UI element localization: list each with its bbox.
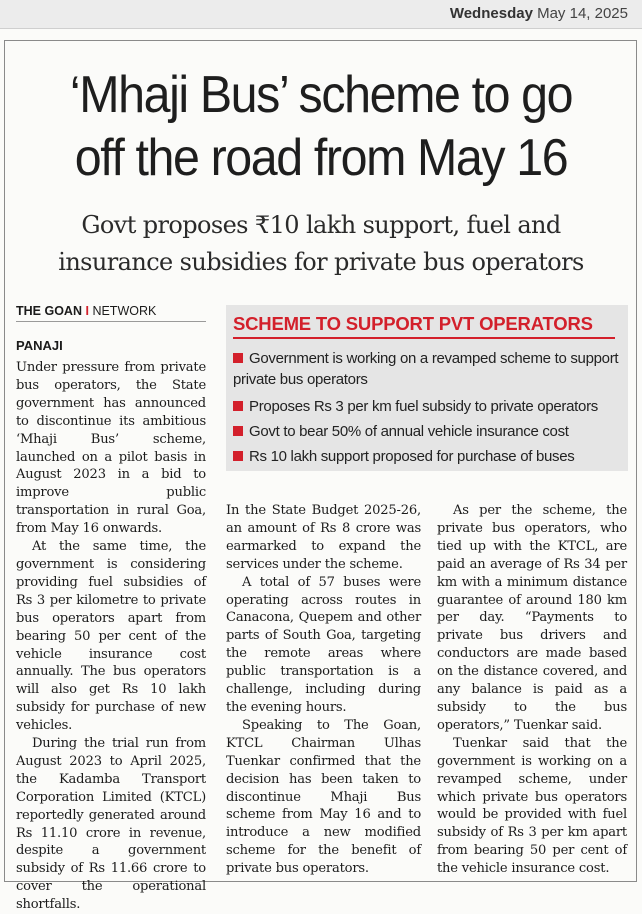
headline-line-2: off the road from May 16 — [74, 129, 568, 187]
red-square-bullet-icon — [233, 401, 243, 411]
highlights-box — [226, 305, 628, 471]
paragraph: During the trial run from August 2023 to April 2025, the Kadamba Transport Corporation Limited (KTCL) reportedly generated around Rs 11.10 crore in revenue, despite a government subsidy of Rs 11.66 crore to cover the operational shortfalls. — [16, 736, 206, 913]
highlight-item — [233, 396, 623, 417]
highlight-text: Govt to bear 50% of annual vehicle insurance cost — [249, 423, 569, 440]
edition-date — [450, 5, 628, 22]
highlight-item — [233, 421, 623, 442]
byline-separator: I — [85, 304, 89, 318]
place-dateline: PANAJI — [16, 338, 63, 353]
top-bar — [0, 0, 642, 29]
byline-network: NETWORK — [92, 304, 157, 318]
article-column-2 — [226, 502, 421, 878]
red-square-bullet-icon — [233, 451, 243, 461]
headline — [22, 64, 619, 190]
subhead-line-1: Govt proposes ₹10 lakh support, fuel and — [81, 211, 561, 239]
byline — [16, 304, 206, 322]
byline-brand: THE GOAN — [16, 304, 82, 318]
headline-line-1: ‘Mhaji Bus’ scheme to go — [69, 66, 573, 124]
paragraph: Under pressure from private bus operators, the State government has announced to discontinue its ambitious ‘Mhaji Bus’ scheme, launched on a pilot basis in August 2023 in a bid to improve public transportation in rural Goa, from May 16 onwards. — [16, 360, 206, 537]
edition-day: Wednesday — [449, 5, 533, 22]
highlights-box-title: SCHEME TO SUPPORT PVT OPERATORS — [233, 313, 593, 334]
highlight-item — [233, 348, 623, 390]
paragraph: As per the scheme, the private bus operators, who tied up with the KTCL, are paid an average of Rs 34 per km with a minimum distance guarantee of around 180 km per day. “Payments to private bus drivers and conductors are made based on the distance covered, and any balance is paid as a subsidy to the bus operators,” Tuenkar said. — [437, 503, 627, 733]
article-column-1 — [16, 359, 206, 914]
paragraph: A total of 57 buses were operating across routes in Canacona, Quepem and other parts of South Goa, targeting the remote areas where public transportation is a challenge, including during the evening hours. — [226, 574, 421, 715]
red-square-bullet-icon — [233, 426, 243, 436]
edition-date-text: May 14, 2025 — [537, 5, 628, 22]
subhead-line-2: insurance subsidies for private bus operators — [58, 248, 584, 276]
highlights-box-rule — [233, 337, 615, 339]
paragraph: In the State Budget 2025-26, an amount of Rs 8 crore was earmarked to expand the services under the scheme. — [226, 503, 421, 572]
subheadline — [0, 207, 642, 281]
highlight-text: Government is working on a revamped scheme to support private bus operators — [233, 350, 619, 388]
highlight-text: Rs 10 lakh support proposed for purchase of buses — [249, 448, 575, 465]
paragraph: Speaking to The Goan, KTCL Chairman Ulhas Tuenkar confirmed that the decision has been taken to discontinue Mhaji Bus scheme from May 16 and to introduce a new modified scheme for the benefit of private bus operators. — [226, 717, 421, 877]
highlight-item — [233, 446, 623, 467]
article-column-3 — [437, 502, 627, 878]
paragraph: Tuenkar said that the government is working on a revamped scheme, under which private bus operators would be provided with fuel subsidy of Rs 3 per km apart from bearing 50 per cent of the vehicle insurance cost. — [437, 735, 627, 877]
highlight-text: Proposes Rs 3 per km fuel subsidy to private operators — [249, 398, 598, 415]
paragraph: At the same time, the government is considering providing fuel subsidies of Rs 3 per kilometre to private bus operators apart from bearing 50 per cent of the vehicle insurance cost annually. The bus operators will also get Rs 10 lakh subsidy for purchase of new vehicles. — [16, 539, 206, 734]
red-square-bullet-icon — [233, 353, 243, 363]
